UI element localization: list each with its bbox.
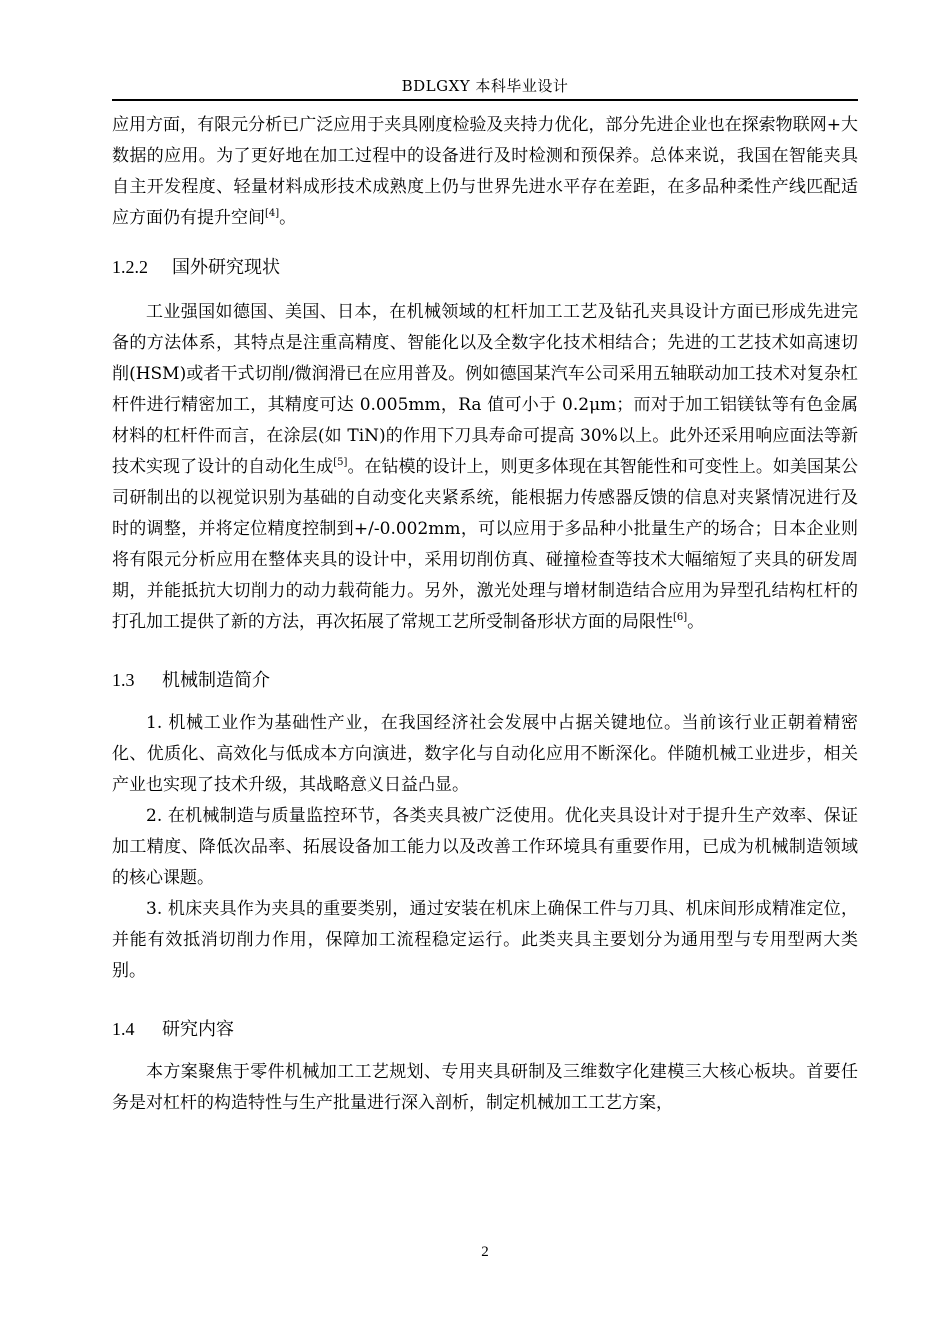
paragraph-item-3: 3. 机床夹具作为夹具的重要类别，通过安装在机床上确保工件与刀具、机床间形成精准定位，并能有效抵消切削力作用，保障加工流程稳定运行。此类夹具主要划分为通用型与专用型两大类别。 (112, 899, 858, 981)
citation: [5] (333, 457, 348, 468)
section-heading-1-2-2 (112, 252, 858, 283)
paragraph-text: 应用方面，有限元分析已广泛应用于夹具刚度检验及夹持力优化，部分先进企业也在探索物联网+大数据的应用。为了更好地在加工过程中的设备进行及时检测和预保养。总体来说，我国在智能夹具自主开发程度、轻量材料成形技术成熟度上仍与世界先进水平存在差距，在多品种柔性产线匹配适应方面仍有提升空间 (112, 115, 858, 228)
page-header: BDLGXY 本科毕业设计 (401, 77, 569, 95)
paragraph-research-content: 本方案聚焦于零件机械加工工艺规划、专用夹具研制及三维数字化建模三大核心板块。首要任务是对杠杆的构造特性与生产批量进行深入剖析，制定机械加工工艺方案， (112, 1062, 858, 1113)
section-number: 1.4 (112, 1019, 135, 1039)
paragraph-end: 。 (687, 612, 705, 632)
section-heading-1-3 (112, 665, 858, 696)
paragraph-end: 。 (279, 208, 297, 228)
section-title: 研究内容 (162, 1019, 234, 1040)
paragraph-text: 。在钻模的设计上，则更多体现在其智能性和可变性上。如美国某公司研制出的以视觉识别为基础的自动变化夹紧系统，能根据力传感器反馈的信息对夹紧情况进行及时的调整，并将定位精度控制到+/-0.002mm，可以应用于多品种小批量生产的场合；日本企业则将有限元分析应用在整体夹具的设计中，采用切削仿真、碰撞检查等技术大幅缩短了夹具的研发周期，并能抵抗大切削力的动力载荷能力。另外，激光处理与增材制造结合应用为异型孔结构杠杆的打孔加工提供了新的方法，再次拓展了常规工艺所受制备形状方面的局限性 (112, 457, 858, 632)
paragraph-text: 工业强国如德国、美国、日本，在机械领域的杠杆加工工艺及钻孔夹具设计方面已形成先进完备的方法体系，其特点是注重高精度、智能化以及全数字化技术相结合；先进的工艺技术如高速切削(HSM)或者干式切削/微润滑已在应用普及。例如德国某汽车公司采用五轴联动加工技术对复杂杠杆件进行精密加工，其精度可达 0.005mm，Ra 值可小于 0.2μm；而对于加工铝镁钛等有色金属材料的杠杆件而言，在涂层(如 TiN)的作用下刀具寿命可提高 30%以上。此外还采用响应面法等新技术实现了设计的自动化生成 (112, 302, 858, 477)
paragraph-domestic-status-continued (112, 110, 858, 234)
paragraph-item-1: 1. 机械工业作为基础性产业，在我国经济社会发展中占据关键地位。当前该行业正朝着精密化、优质化、高效化与低成本方向演进，数字化与自动化应用不断深化。伴随机械工业进步，相关产业也实现了技术升级，其战略意义日益凸显。 (112, 713, 858, 795)
paragraph-item-2: 2. 在机械制造与质量监控环节，各类夹具被广泛使用。优化夹具设计对于提升生产效率、保证加工精度、降低次品率、拓展设备加工能力以及改善工作环境具有重要作用，已成为机械制造领域的核心课题。 (112, 806, 858, 888)
citation: [6] (673, 612, 688, 623)
citation: [4] (265, 208, 280, 219)
header-rule (112, 99, 858, 101)
section-number: 1.3 (112, 670, 135, 690)
section-number: 1.2.2 (112, 257, 148, 277)
section-heading-1-4 (112, 1014, 858, 1045)
paragraph-foreign-status (112, 297, 858, 638)
section-title: 机械制造简介 (162, 670, 270, 691)
page-number: 2 (481, 1244, 489, 1260)
document-body (112, 110, 858, 1119)
section-title: 国外研究现状 (172, 257, 280, 278)
